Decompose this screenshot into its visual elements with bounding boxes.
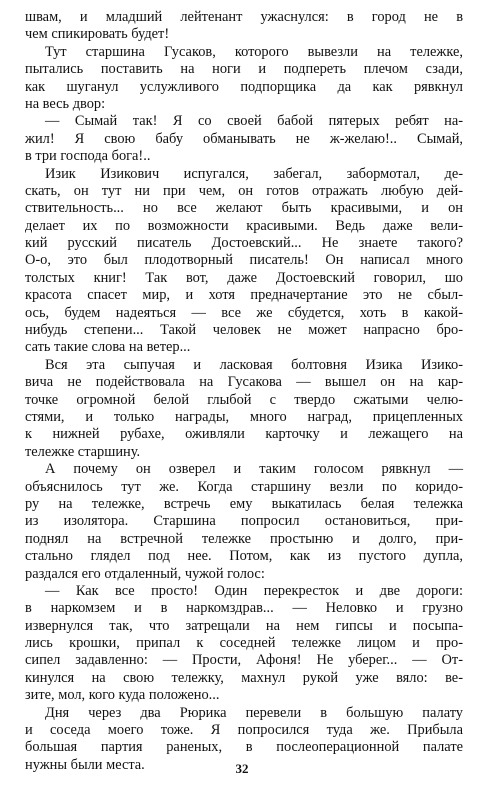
- text-line: стями, и только награды, много наград, прицепленных: [25, 408, 463, 425]
- text-line: к нижней рубахе, оживляли карточку и лежащего на: [25, 426, 463, 443]
- text-line: толстых книг! Так вот, даже Достоевский говорил, шо: [25, 269, 463, 286]
- text-line: Изик Изикович испугался, забегал, забормотал, де-: [45, 165, 463, 182]
- text-line: нибудь степени... Такой человек не может напрасно бро-: [25, 322, 463, 339]
- text-line: точке огромной белой глыбой с твердо сжатыми челю-: [25, 391, 463, 408]
- text-line: поднял на встречной тележке простыню и долго, при-: [25, 530, 463, 547]
- text-line: как шуганул услужливого подпорщика да как рявкнул: [25, 78, 463, 95]
- text-line: зите, мол, кого куда положено...: [25, 687, 220, 704]
- text-line: в наркомзем и в наркомздрав... — Неловко и грузно: [25, 600, 463, 617]
- text-line: — Сымай так! Я со своей бабой пятерых ребят на-: [45, 113, 463, 130]
- text-line: кий русский писатель Достоевский... Не знаете такого?: [25, 235, 463, 252]
- text-line: Тут старшина Гусаков, которого вывезли на тележке,: [45, 43, 463, 60]
- text-line: красота спасет мир, и хотя предначертание это не сбыл-: [25, 287, 463, 304]
- text-line: жил! Я свою бабу обманывать не ж-желаю!.. Сымай,: [25, 130, 463, 147]
- text-line: на весь двор:: [25, 95, 106, 112]
- text-line: ось, будем надеяться — все же сбудется, хоть в какой-: [25, 304, 463, 321]
- text-line: делает их по возможности красивыми. Ведь даже вели-: [25, 217, 463, 234]
- page-number: 32: [235, 761, 249, 776]
- text-line: в три господа бога!..: [25, 148, 151, 165]
- text-line: из изолятора. Старшина попросил остановиться, при-: [25, 513, 463, 530]
- text-line: Дня через два Рюрика перевели в большую палату: [45, 704, 463, 721]
- text-line: раздался его отдаленный, чужой голос:: [25, 565, 265, 582]
- text-line: О-о, это был плодотворный писатель! Он написал много: [25, 252, 463, 269]
- text-line: извернулся так, что затрещали на нем гипсы и посыпа-: [25, 617, 463, 634]
- text-line: сать такие слова на ветер...: [25, 339, 191, 356]
- text-line: ру на тележке, встречь ему выкатилась белая тележка: [25, 495, 463, 512]
- body-text: [25, 9, 463, 774]
- text-line: большая партия раненых, в послеоперационной палате: [25, 739, 463, 756]
- text-line: Вся эта сыпучая и ласковая болтовня Изика Изико-: [45, 356, 463, 373]
- text-line: нужны были места.: [25, 756, 145, 773]
- text-line: стально глядел под нее. Потом, как из пустого дупла,: [25, 548, 463, 565]
- text-line: пытались поставить на ноги и подперeть плечом сзади,: [25, 61, 463, 78]
- text-line: А почему он озверел и таким голосом рявкнул —: [45, 461, 463, 478]
- text-line: скать, он тут ни при чем, он готов отражать любую дей-: [25, 182, 463, 199]
- text-line: кинулся на свою тележку, махнул рукой уже вяло: ве-: [25, 669, 463, 686]
- text-line: чем спикировать будет!: [25, 26, 170, 43]
- text-line: и соседа моего тоже. Я попросился туда же. Прибыла: [25, 722, 463, 739]
- text-line: вича не подействовала на Гусакова — вышел он на кар-: [25, 374, 463, 391]
- text-line: сипел задавленно: — Прости, Афоня! Не уберег... — От-: [25, 652, 463, 669]
- text-line: тележке старшину.: [25, 443, 141, 460]
- text-line: — Как все просто! Один перекресток и две дороги:: [45, 582, 463, 599]
- text-line: швам, и младший лейтенант ужаснулся: в город не в: [25, 9, 463, 25]
- text-line: лись крошки, припал к соседней тележке лицом и про-: [25, 635, 463, 652]
- text-line: объяснилось тут же. Когда старшину везли по коридо-: [25, 478, 463, 495]
- text-line: ствительность... но все желают быть красивыми, и он: [25, 200, 463, 217]
